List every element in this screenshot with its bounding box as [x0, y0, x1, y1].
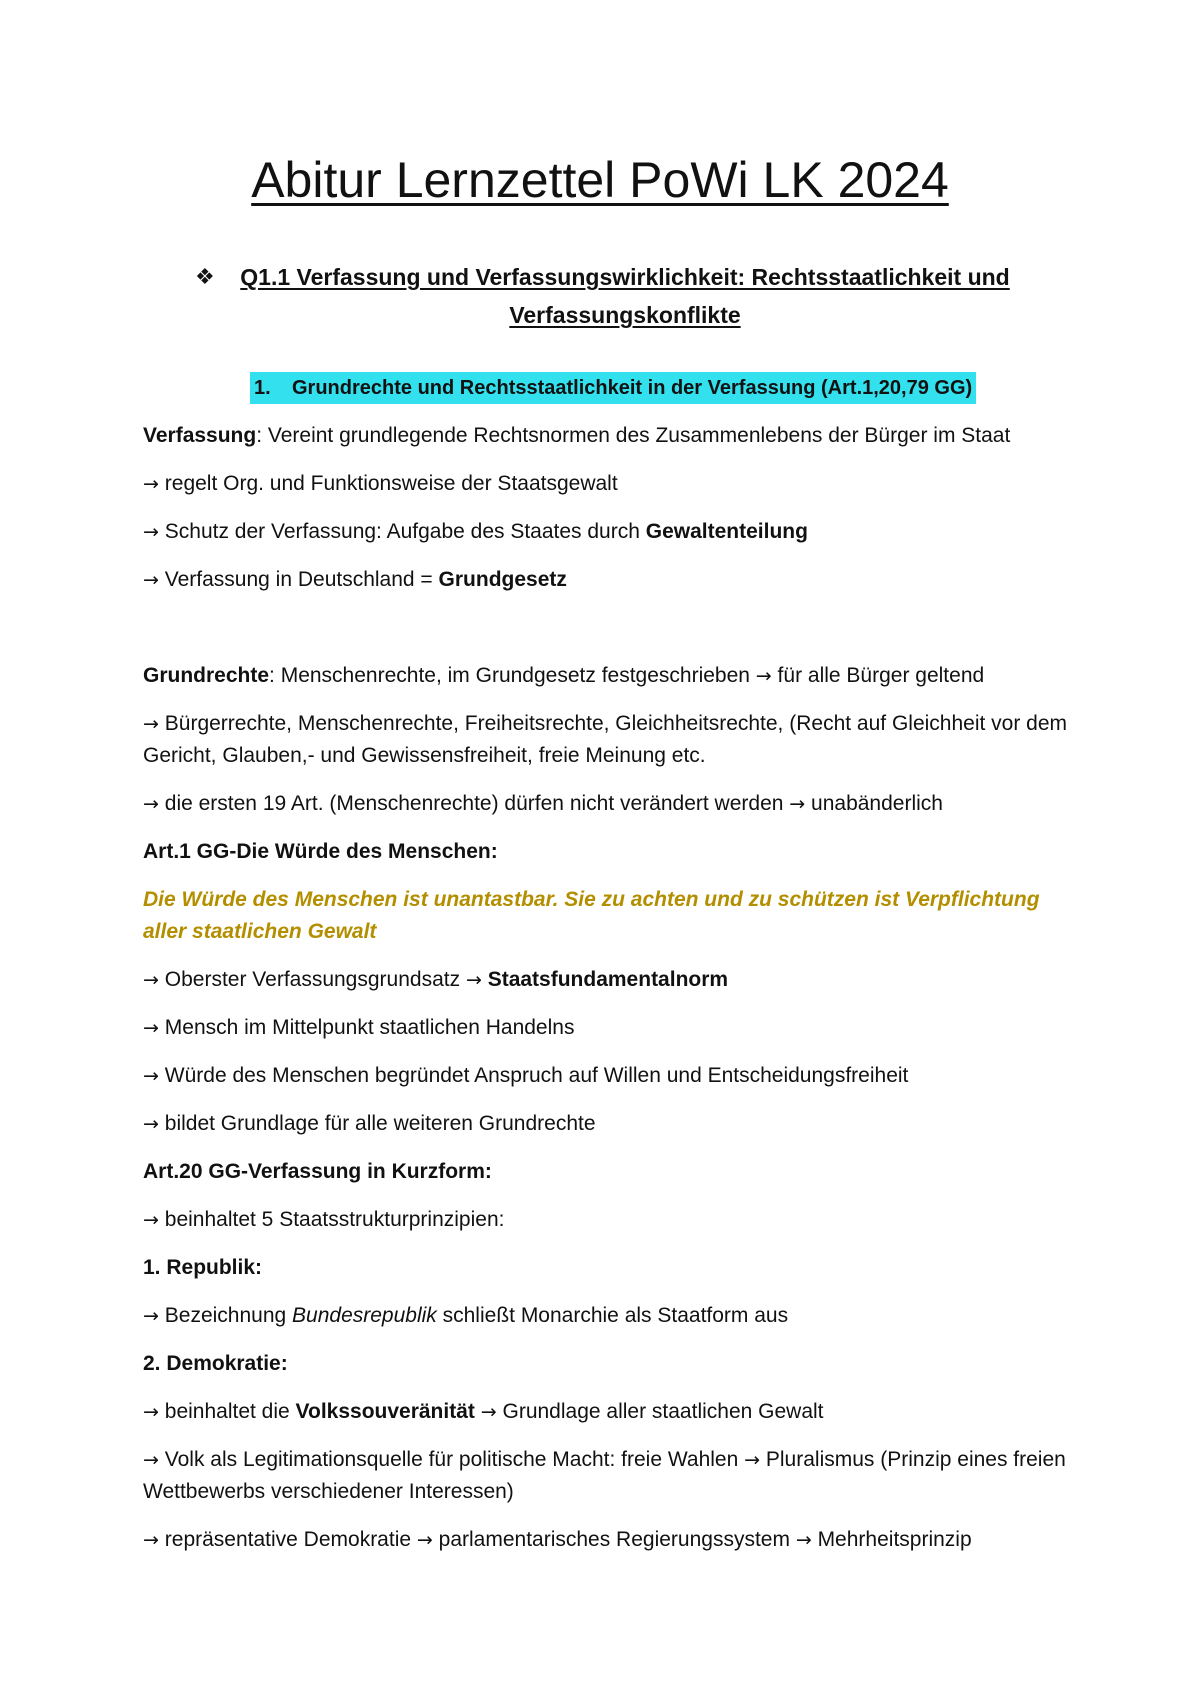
arrow-icon: →: [795, 1529, 812, 1551]
subheading-text: Grundrechte und Rechtsstaatlichkeit in der Verfassung (Art.1,20,79 GG): [292, 377, 973, 399]
list-item: → Würde des Menschen begründet Anspruch auf Willen und Entscheidungsfreiheit: [143, 1064, 909, 1087]
subheading-number: 1.: [254, 377, 271, 399]
list-item: → Bürgerrechte, Menschenrechte, Freiheitsrechte, Gleichheitsrechte, (Recht auf Gleichheit vor dem Gericht, Glauben,- und Gewissensfreiheit, freie Meinung etc.: [143, 712, 1068, 767]
subheading-highlighted: [250, 372, 976, 404]
list-item: → repräsentative Demokratie → parlamentarisches Regierungssystem → Mehrheitsprinzip: [143, 1528, 972, 1551]
principle-heading-republik: 1. Republik:: [143, 1256, 263, 1279]
art1-quote: Die Würde des Menschen ist unantastbar. Sie zu achten und zu schützen ist Verpflichtung aller staatlichen Gewalt: [143, 888, 1040, 943]
arrow-icon: →: [143, 1209, 159, 1231]
arrow-icon: →: [143, 1017, 159, 1039]
arrow-icon: →: [143, 713, 159, 735]
article-heading-art20: Art.20 GG-Verfassung in Kurzform:: [143, 1160, 492, 1183]
list-item: → Schutz der Verfassung: Aufgabe des Staates durch Gewaltenteilung: [143, 520, 808, 543]
arrow-icon: →: [744, 1449, 761, 1471]
section-title: Q1.1 Verfassung und Verfassungswirklichkeit: Rechtsstaatlichkeit und Verfassungskonflikte: [240, 264, 1010, 328]
definition-grundrechte: Grundrechte: Menschenrechte, im Grundgesetz festgeschrieben → für alle Bürger geltend: [143, 664, 985, 687]
principle-heading-demokratie: 2. Demokratie:: [143, 1352, 288, 1375]
arrow-icon: →: [789, 793, 806, 815]
arrow-icon: →: [143, 793, 159, 815]
arrow-icon: →: [143, 569, 159, 591]
list-item: → Mensch im Mittelpunkt staatlichen Handelns: [143, 1016, 575, 1039]
document-title: Abitur Lernzettel PoWi LK 2024: [251, 152, 949, 208]
list-item: → Verfassung in Deutschland = Grundgesetz: [143, 568, 567, 591]
diamond-bullet-icon: ❖: [195, 264, 215, 289]
section-heading: [195, 258, 1055, 334]
arrow-icon: →: [143, 473, 159, 495]
list-item: → Oberster Verfassungsgrundsatz → Staatsfundamentalnorm: [143, 968, 729, 991]
list-item: → Bezeichnung Bundesrepublik schließt Monarchie als Staatform aus: [143, 1304, 789, 1327]
list-item: → bildet Grundlage für alle weiteren Grundrechte: [143, 1112, 596, 1135]
arrow-icon: →: [465, 969, 482, 991]
list-item: → Volk als Legitimationsquelle für politische Macht: freie Wahlen → Pluralismus (Prinzip eines freien Wettbewerbs verschiedener Interessen): [143, 1448, 1066, 1503]
arrow-icon: →: [143, 1065, 159, 1087]
arrow-icon: →: [143, 1401, 159, 1423]
arrow-icon: →: [143, 969, 159, 991]
arrow-icon: →: [480, 1401, 497, 1423]
list-item: → die ersten 19 Art. (Menschenrechte) dürfen nicht verändert werden → unabänderlich: [143, 792, 943, 815]
arrow-icon: →: [416, 1529, 433, 1551]
arrow-icon: →: [143, 1449, 159, 1471]
list-item: → beinhaltet die Volkssouveränität → Grundlage aller staatlichen Gewalt: [143, 1400, 824, 1423]
arrow-icon: →: [143, 1305, 159, 1327]
arrow-icon: →: [143, 521, 159, 543]
arrow-icon: →: [755, 665, 772, 687]
article-heading-art1: Art.1 GG-Die Würde des Menschen:: [143, 840, 498, 863]
arrow-icon: →: [143, 1529, 159, 1551]
definition-verfassung: Verfassung: Vereint grundlegende Rechtsnormen des Zusammenlebens der Bürger im Staat: [143, 424, 1011, 447]
list-item: → regelt Org. und Funktionsweise der Staatsgewalt: [143, 472, 618, 495]
list-item: → beinhaltet 5 Staatsstrukturprinzipien:: [143, 1208, 505, 1231]
arrow-icon: →: [143, 1113, 159, 1135]
